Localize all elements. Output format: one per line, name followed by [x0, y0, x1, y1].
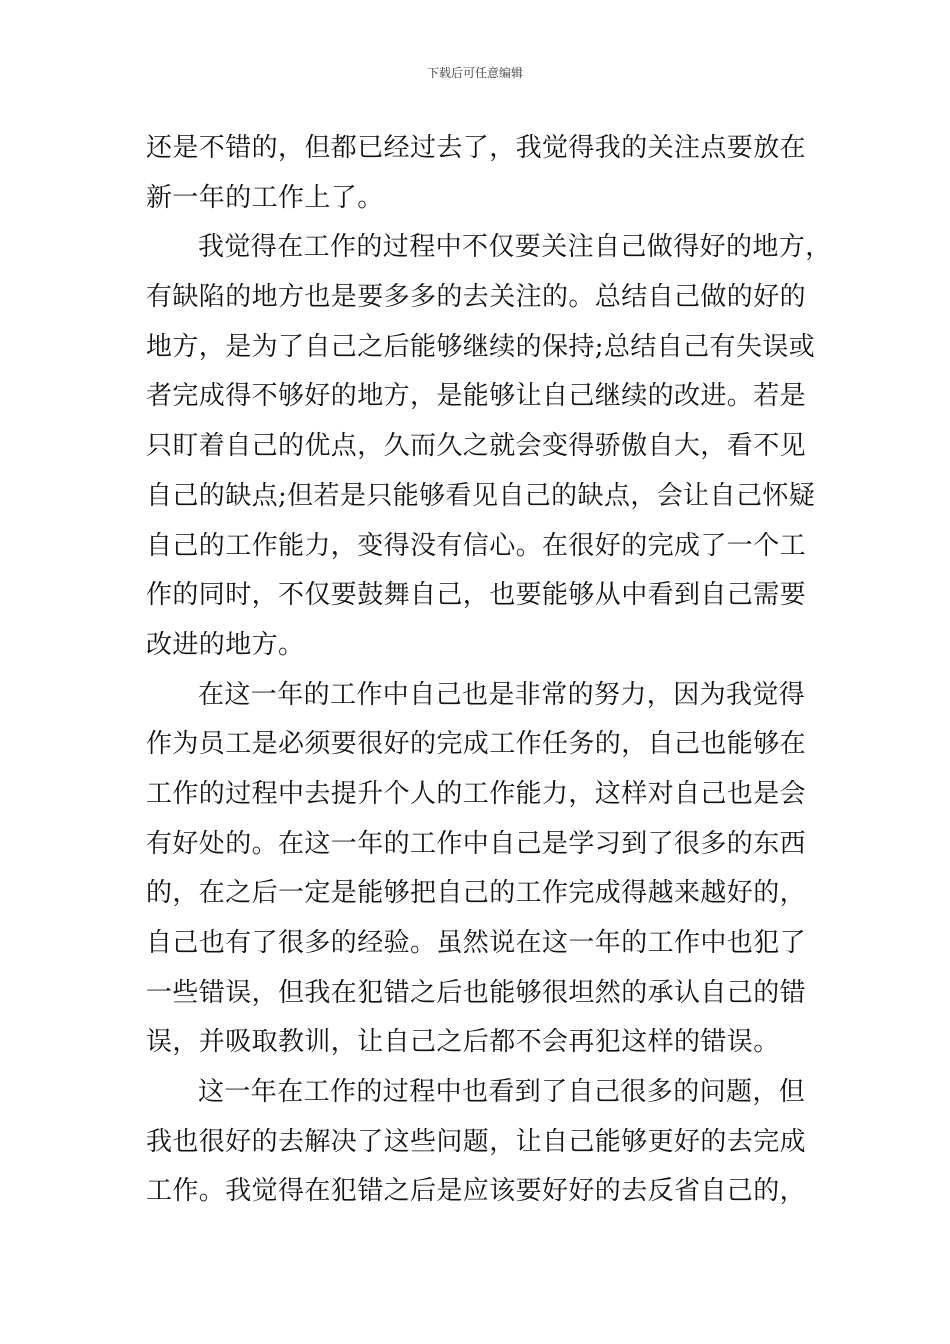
- text-line: 在这一年的工作中自己也是非常的努力，因为我觉得: [198, 679, 806, 710]
- text-line: 者完成得不够好的地方，是能够让自己继续的改进。若是: [146, 381, 807, 412]
- text-line: 新一年的工作上了。: [146, 182, 384, 213]
- text-line: 只盯着自己的优点，久而久之就会变得骄傲自大，看不见: [146, 431, 807, 462]
- text-line: 误，并吸取教训，让自己之后都不会再犯这样的错误。: [146, 1027, 780, 1058]
- text-line: 自己的工作能力，变得没有信心。在很好的完成了一个工: [146, 530, 807, 561]
- text-line: 的，在之后一定是能够把自己的工作完成得越来越好的，: [146, 878, 807, 909]
- text-line: 自己的缺点;但若是只能够看见自己的缺点，会让自己怀疑: [146, 480, 816, 511]
- text-line: 作的同时，不仅要鼓舞自己，也要能够从中看到自己需要: [146, 580, 807, 611]
- text-line: 工作的过程中去提升个人的工作能力，这样对自己也是会: [146, 778, 807, 809]
- text-line: 地方，是为了自己之后能够继续的保持;总结自己有失误或: [146, 331, 816, 362]
- text-line: 还是不错的，但都已经过去了，我觉得我的关注点要放在: [146, 133, 807, 163]
- text-line: 自己也有了很多的经验。虽然说在这一年的工作中也犯了: [146, 928, 807, 958]
- text-line: 这一年在工作的过程中也看到了自己很多的问题，但: [198, 1077, 806, 1108]
- text-line: 有好处的。在这一年的工作中自己是学习到了很多的东西: [146, 828, 807, 859]
- text-line: 有缺陷的地方也是要多多的去关注的。总结自己做的好的: [146, 282, 807, 313]
- text-line: 我觉得在工作的过程中不仅要关注自己做得好的地方，: [198, 232, 832, 263]
- text-line: 工作。我觉得在犯错之后是应该要好好的去反省自己的，: [146, 1176, 807, 1207]
- page-header-note: 下载后可任意编辑: [426, 66, 523, 80]
- document-body: [146, 124, 836, 1217]
- text-line: 我也很好的去解决了这些问题，让自己能够更好的去完成: [146, 1126, 807, 1157]
- text-line: 一些错误，但我在犯错之后也能够很坦然的承认自己的错: [146, 977, 807, 1008]
- text-line: 改进的地方。: [146, 629, 305, 660]
- text-line: 作为员工是必须要很好的完成工作任务的，自己也能够在: [146, 729, 807, 760]
